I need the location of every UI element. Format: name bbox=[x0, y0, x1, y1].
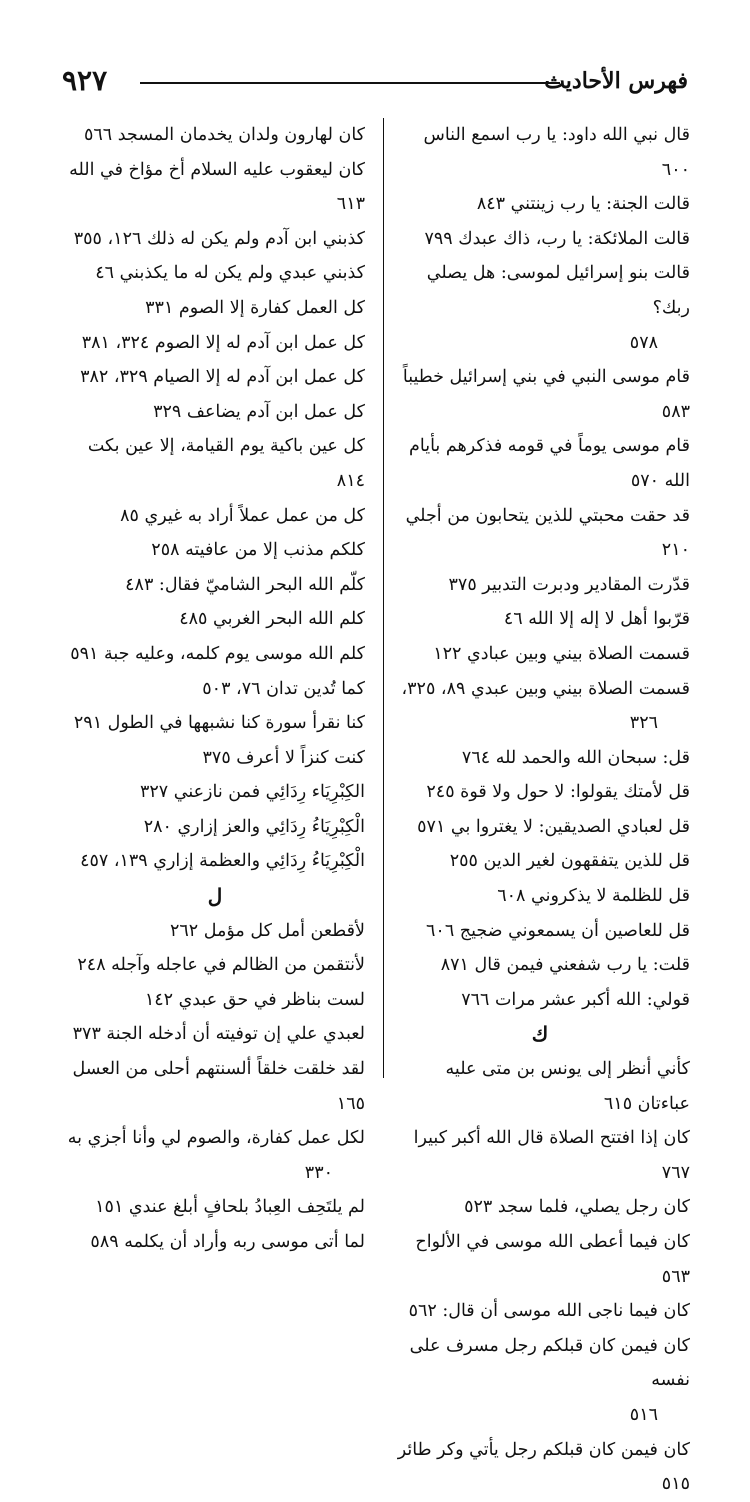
hadith-entry: لست بناظر في حق عبدي ١٤٢ bbox=[144, 989, 365, 1010]
header-rule bbox=[140, 82, 560, 84]
hadith-entry: كان فيمن كان قبلكم رجل مسرف على نفسه bbox=[409, 1335, 690, 1391]
hadith-entry: قام موسى النبي في بني إسرائيل خطيباً ٥٨٣ bbox=[402, 367, 690, 422]
hadith-entry: لم يلتَحِف العِبادُ بلحافٍ أبلغ عندي ١٥١ bbox=[95, 1197, 365, 1218]
page-title: فهرس الأحاديث bbox=[544, 68, 688, 94]
column-divider bbox=[383, 118, 384, 1078]
hadith-entry: كل من عمل عملاً أراد به غيري ٨٥ bbox=[120, 505, 365, 526]
hadith-entry: كان فيما ناجى الله موسى أن قال: ٥٦٢ bbox=[408, 1301, 690, 1322]
hadith-entry: كل عمل ابن آدم يضاعف ٣٢٩ bbox=[153, 401, 365, 422]
hadith-entry: كان فيمن كان قبلكم رجل يأتي وكر طائر ٥١٥ bbox=[397, 1439, 690, 1495]
hadith-entry: قل للعاصين أن يسمعوني ضجيج ٦٠٦ bbox=[426, 920, 690, 941]
hadith-entry: كنت كنزاً لا أعرف ٣٧٥ bbox=[202, 747, 365, 768]
hadith-entry: قرّبوا أهل لا إله إلا الله ٤٦ bbox=[503, 609, 690, 630]
hadith-entry: لقد خلقت خلقاً ألسنتهم أحلى من العسل ١٦٥ bbox=[72, 1059, 365, 1114]
hadith-entry: قالت الجنة: يا رب زينتني ٨٤٣ bbox=[476, 194, 690, 215]
hadith-entry: الكِبْرِيَاء رِدَائِي فمن نازعني ٣٢٧ bbox=[139, 782, 365, 803]
hadith-entry: قلت: يا رب شفعني فيمن قال ٨٧١ bbox=[440, 955, 690, 976]
hadith-entry: كلكم مذنب إلا من عافيته ٢٥٨ bbox=[151, 540, 365, 561]
hadith-entry: كلم الله موسى يوم كلمه، وعليه جبة ٥٩١ bbox=[70, 643, 365, 664]
hadith-entry: قل لأمتك يقولوا: لا حول ولا قوة ٢٤٥ bbox=[426, 782, 690, 803]
hadith-entry: كنا نقرأ سورة كنا نشبهها في الطول ٢٩١ bbox=[73, 713, 365, 734]
hadith-entry: كان رجل يصلي، فلما سجد ٥٢٣ bbox=[464, 1197, 690, 1218]
hadith-entry: كان لهارون ولدان يخدمان المسجد ٥٦٦ bbox=[83, 125, 365, 145]
hadith-entry: لكل عمل كفارة، والصوم لي وأنا أجزي به bbox=[67, 1128, 365, 1149]
section-letter: ك bbox=[531, 1022, 549, 1047]
hadith-entry: الْكِبْرِيَاءُ رِدَائِي والعز إزاري ٢٨٠ bbox=[143, 816, 365, 837]
hadith-entry: قالت الملائكة: يا رب، ذاك عبدك ٧٩٩ bbox=[424, 228, 690, 249]
hadith-entry: قل: سبحان الله والحمد لله ٧٦٤ bbox=[461, 747, 690, 768]
hadith-entry: قال نبي الله داود: يا رب اسمع الناس ٦٠٠ bbox=[423, 125, 690, 180]
hadith-entry: لما أتى موسى ربه وأراد أن يكلمه ٥٨٩ bbox=[90, 1232, 365, 1252]
hadith-entry: كذبني عبدي ولم يكن له ما يكذبني ٤٦ bbox=[95, 263, 365, 284]
entry-continuation: ٣٣٠ bbox=[304, 1162, 333, 1183]
hadith-entry: قسمت الصلاة بيني وبين عبدي ٨٩، ٣٢٥، bbox=[401, 678, 690, 699]
hadith-entry: لأنتقمن من الظالم في عاجله وآجله ٢٤٨ bbox=[77, 955, 365, 976]
hadith-entry: كان فيما أعطى الله موسى في الألواح ٥٦٣ bbox=[415, 1232, 690, 1287]
hadith-entry: قسمت الصلاة بيني وبين عبادي ١٢٢ bbox=[433, 643, 690, 664]
hadith-entry: الْكِبْرِيَاءُ رِدَائِي والعظمة إزاري ١٣٩، ٤٥٧ bbox=[80, 851, 365, 872]
page-number: ٩٢٧ bbox=[62, 64, 108, 97]
hadith-entry: كذبني ابن آدم ولم يكن له ذلك ١٢٦، ٣٥٥ bbox=[73, 228, 365, 249]
hadith-entry: كما تُدين تدان ٧٦، ٥٠٣ bbox=[202, 678, 365, 699]
page-header bbox=[62, 60, 688, 100]
entry-continuation: ٣٢٦ bbox=[629, 713, 658, 734]
hadith-entry: قام موسى يوماً في قومه فذكرهم بأيام الله ٥٧٠ bbox=[409, 436, 690, 491]
hadith-entry: قل لعبادي الصديقين: لا يغتروا بي ٥٧١ bbox=[417, 816, 690, 837]
hadith-entry: قدّرت المقادير ودبرت التدبير ٣٧٥ bbox=[448, 574, 690, 595]
entry-continuation: ٥١٦ bbox=[629, 1404, 658, 1425]
hadith-entry: كان ليعقوب عليه السلام أخ مؤاخ في الله ٦١٣ bbox=[69, 159, 365, 215]
hadith-entry: كل عمل ابن آدم له إلا الصيام ٣٢٩، ٣٨٢ bbox=[80, 367, 365, 388]
hadith-entry: كان إذا افتتح الصلاة قال الله أكبر كبيرا ٧٦٧ bbox=[413, 1128, 690, 1183]
left-column bbox=[65, 118, 365, 1260]
hadith-entry: كلّم الله البحر الشاميّ فقال: ٤٨٣ bbox=[125, 574, 365, 595]
hadith-entry: قد حقت محبتي للذين يتحابون من أجلي ٢١٠ bbox=[405, 505, 690, 561]
hadith-entry: كل العمل كفارة إلا الصوم ٣٣١ bbox=[145, 297, 365, 318]
hadith-entry: كلم الله البحر الغربي ٤٨٥ bbox=[179, 609, 365, 630]
section-letter: ل bbox=[207, 884, 223, 909]
hadith-entry: كل عين باكية يوم القيامة، إلا عين بكت ٨١٤ bbox=[87, 436, 365, 491]
hadith-entry: كأني أنظر إلى يونس بن متى عليه عباءتان ٦١٥ bbox=[445, 1059, 690, 1114]
hadith-entry: قل للذين يتفقهون لغير الدين ٢٥٥ bbox=[449, 851, 690, 872]
hadith-entry: قالت بنو إسرائيل لموسى: هل يصلي ربك؟ bbox=[426, 263, 690, 318]
hadith-entry: قل للظلمة لا يذكروني ٦٠٨ bbox=[497, 886, 690, 907]
entry-continuation: ٥٧٨ bbox=[629, 332, 658, 353]
hadith-entry: لعبدي علي إن توفيته أن أدخله الجنة ٣٧٣ bbox=[72, 1024, 365, 1045]
hadith-entry: قولي: الله أكبر عشر مرات ٧٦٦ bbox=[461, 989, 690, 1010]
right-column bbox=[390, 118, 690, 1502]
hadith-entry: كل عمل ابن آدم له إلا الصوم ٣٢٤، ٣٨١ bbox=[81, 332, 365, 353]
hadith-entry: لأقطعن أمل كل مؤمل ٢٦٢ bbox=[169, 920, 365, 941]
